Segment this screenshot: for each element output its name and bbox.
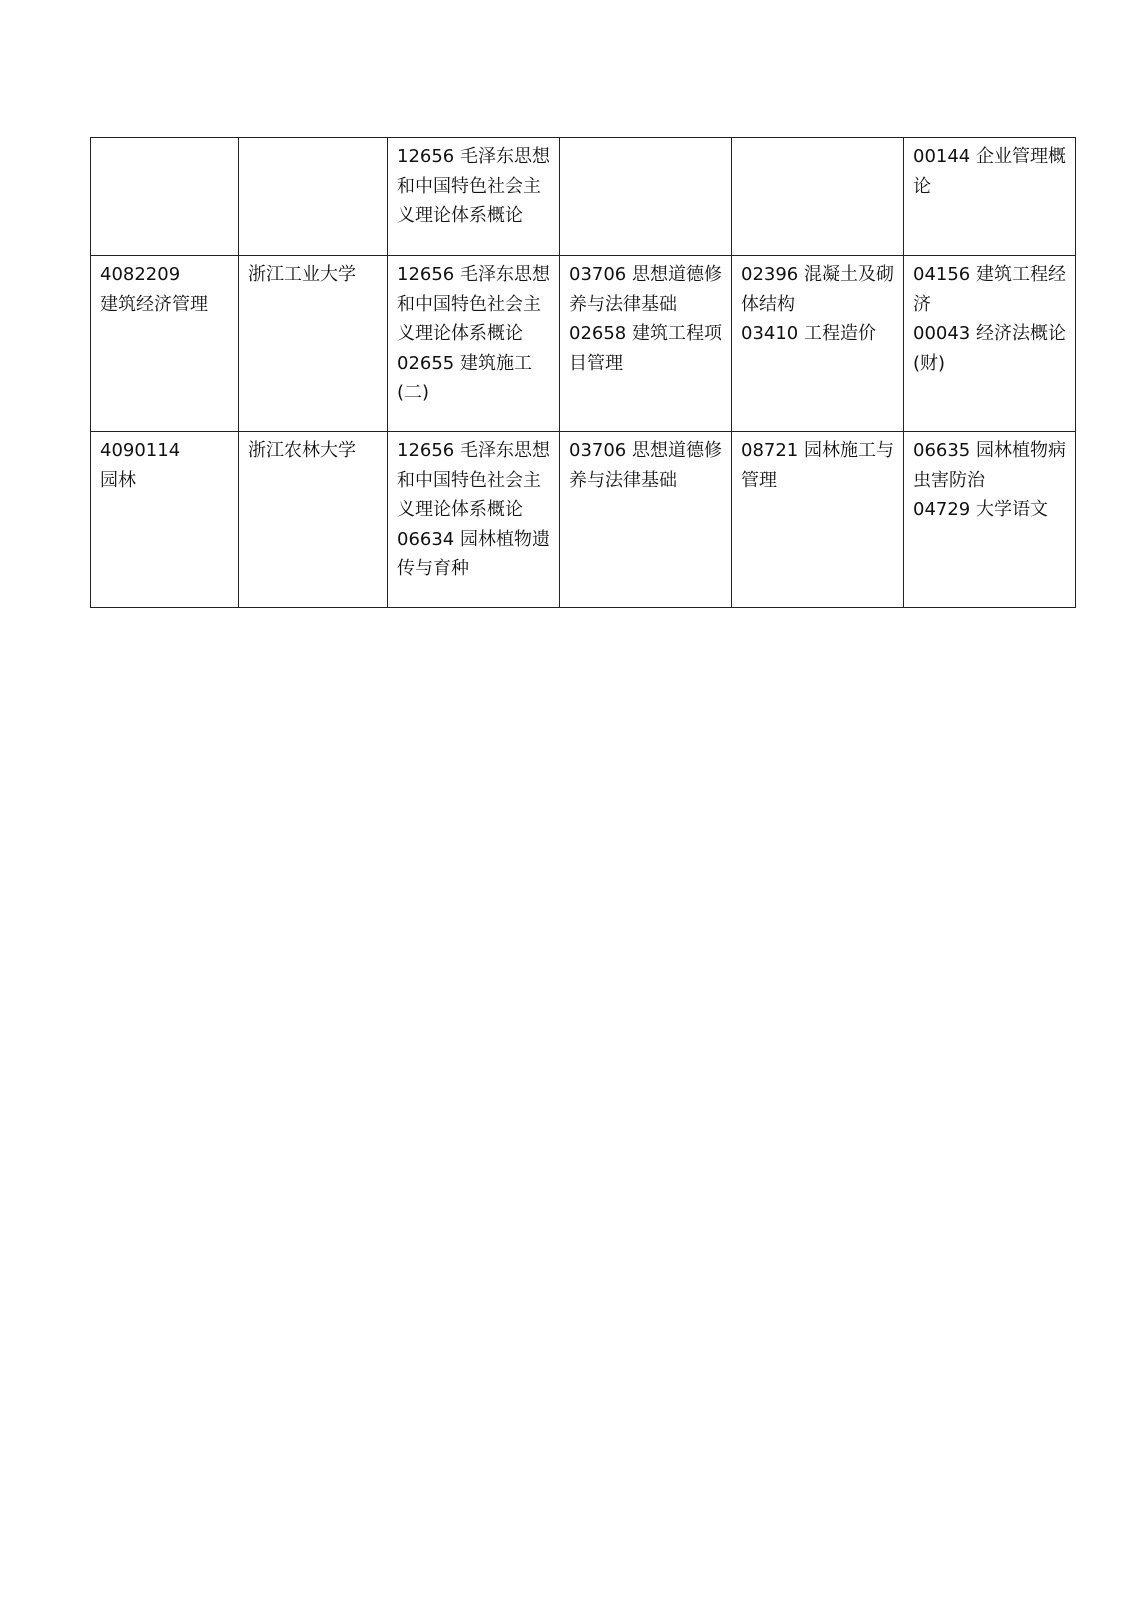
major-cell xyxy=(91,432,239,608)
course-cell-col4 xyxy=(560,256,732,432)
table-row xyxy=(91,256,1076,432)
course-entry: 02658 建筑工程项目管理 xyxy=(569,323,722,374)
major-code: 4082209 xyxy=(100,264,181,285)
course-cell-col5 xyxy=(732,432,904,608)
major-code: 4090114 xyxy=(100,440,181,461)
course-cell-col6 xyxy=(904,138,1076,256)
school-name: 浙江农林大学 xyxy=(248,440,356,461)
course-cell-col3 xyxy=(388,256,560,432)
course-cell-col5 xyxy=(732,256,904,432)
major-cell xyxy=(91,256,239,432)
major-name: 建筑经济管理 xyxy=(100,293,208,315)
course-cell-col4 xyxy=(560,138,732,256)
course-entry: 00043 经济法概论(财) xyxy=(913,323,1066,374)
course-entry: 04729 大学语文 xyxy=(913,499,1048,520)
course-entry: 12656 毛泽东思想和中国特色社会主义理论体系概论 xyxy=(397,146,550,226)
school-name: 浙江工业大学 xyxy=(248,264,356,285)
course-entry: 03706 思想道德修养与法律基础 xyxy=(569,264,722,315)
major-cell xyxy=(91,138,239,256)
course-cell-col4 xyxy=(560,432,732,608)
course-entry: 02396 混凝土及砌体结构 xyxy=(741,264,894,315)
course-schedule-table xyxy=(90,137,1076,608)
school-cell xyxy=(239,138,388,256)
course-cell-col6 xyxy=(904,256,1076,432)
table-row xyxy=(91,432,1076,608)
school-cell xyxy=(239,256,388,432)
course-entry: 06635 园林植物病虫害防治 xyxy=(913,440,1066,491)
course-entry: 04156 建筑工程经济 xyxy=(913,264,1066,315)
course-cell-col5 xyxy=(732,138,904,256)
major-name: 园林 xyxy=(100,469,136,491)
course-cell-col3 xyxy=(388,138,560,256)
course-entry: 02655 建筑施工(二) xyxy=(397,352,532,403)
course-entry: 03706 思想道德修养与法律基础 xyxy=(569,440,722,491)
course-cell-col3 xyxy=(388,432,560,608)
course-entry: 03410 工程造价 xyxy=(741,323,876,344)
course-entry: 08721 园林施工与管理 xyxy=(741,440,894,491)
course-entry: 12656 毛泽东思想和中国特色社会主义理论体系概论 xyxy=(397,440,550,520)
course-entry: 12656 毛泽东思想和中国特色社会主义理论体系概论 xyxy=(397,264,550,344)
course-entry: 06634 园林植物遗传与育种 xyxy=(397,528,550,579)
school-cell xyxy=(239,432,388,608)
table-row xyxy=(91,138,1076,256)
course-cell-col6 xyxy=(904,432,1076,608)
course-entry: 00144 企业管理概论 xyxy=(913,146,1066,197)
